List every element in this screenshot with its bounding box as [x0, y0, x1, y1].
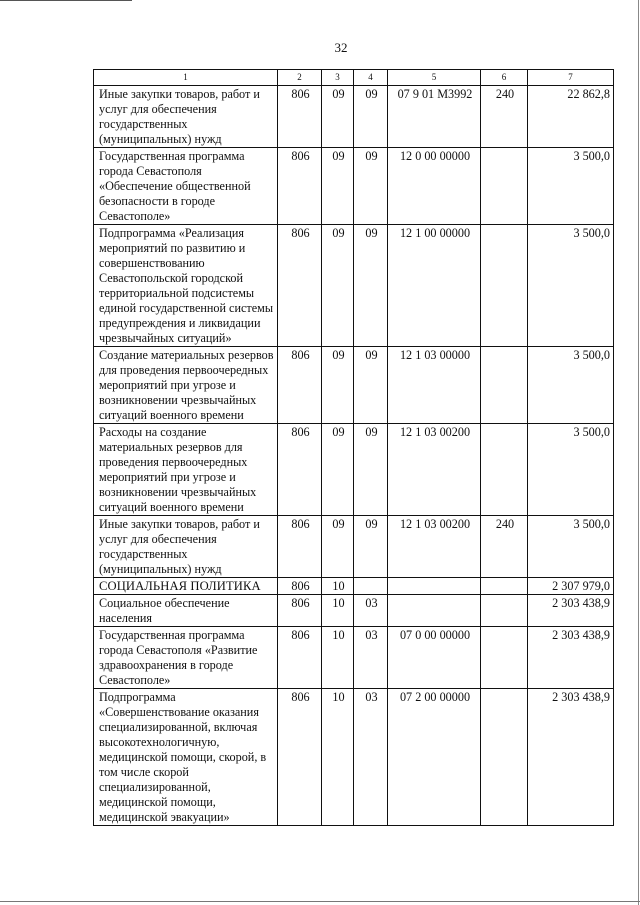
header-cell: 4	[354, 70, 388, 86]
row-ministry-code: 806	[278, 627, 322, 689]
row-ministry-code: 806	[278, 347, 322, 424]
scan-edge-top	[0, 0, 132, 1]
table-row	[94, 347, 614, 424]
table-row	[94, 627, 614, 689]
row-name: Подпрограмма «Реализация мероприятий по развитию и совершенствованию Севастопольской городской территориальной подсистемы единой государственной системы предупреждения и ликвидации чрезвычайных ситуаций»	[94, 225, 278, 347]
row-section-code: 09	[322, 148, 354, 225]
header-cell: 1	[94, 70, 278, 86]
row-name: Создание материальных резервов для проведения первоочередных мероприятий при угрозе и возникновении чрезвычайных ситуаций военного времени	[94, 347, 278, 424]
row-target-article: 12 1 03 00200	[388, 424, 481, 516]
row-ministry-code: 806	[278, 689, 322, 826]
row-name: Социальное обеспечение населения	[94, 595, 278, 627]
row-name: СОЦИАЛЬНАЯ ПОЛИТИКА	[94, 578, 278, 595]
row-amount: 2 307 979,0	[528, 578, 614, 595]
header-cell: 5	[388, 70, 481, 86]
row-target-article: 07 9 01 М3992	[388, 86, 481, 148]
row-name: Государственная программа города Севастополя «Обеспечение общественной безопасности в городе Севастополе»	[94, 148, 278, 225]
row-expense-type	[481, 225, 528, 347]
row-amount: 3 500,0	[528, 424, 614, 516]
header-row	[94, 70, 614, 86]
scan-edge-right	[638, 0, 639, 905]
row-name: Иные закупки товаров, работ и услуг для обеспечения государственных (муниципальных) нужд	[94, 516, 278, 578]
row-expense-type	[481, 148, 528, 225]
row-section-code: 09	[322, 347, 354, 424]
page-number: 32	[334, 40, 348, 55]
row-section-code: 09	[322, 516, 354, 578]
budget-table	[93, 69, 614, 826]
row-amount: 3 500,0	[528, 148, 614, 225]
row-section-code: 10	[322, 578, 354, 595]
row-section-code: 10	[322, 627, 354, 689]
row-expense-type	[481, 347, 528, 424]
row-ministry-code: 806	[278, 424, 322, 516]
row-target-article: 07 0 00 00000	[388, 627, 481, 689]
row-subsection-code	[354, 578, 388, 595]
table-row	[94, 595, 614, 627]
row-amount: 2 303 438,9	[528, 595, 614, 627]
row-expense-type	[481, 627, 528, 689]
row-ministry-code: 806	[278, 595, 322, 627]
row-amount: 3 500,0	[528, 225, 614, 347]
row-expense-type: 240	[481, 516, 528, 578]
row-target-article: 12 1 03 00200	[388, 516, 481, 578]
row-subsection-code: 09	[354, 347, 388, 424]
row-amount: 2 303 438,9	[528, 689, 614, 826]
row-expense-type: 240	[481, 86, 528, 148]
row-section-code: 09	[322, 225, 354, 347]
table-row	[94, 148, 614, 225]
row-ministry-code: 806	[278, 516, 322, 578]
table-row	[94, 225, 614, 347]
row-ministry-code: 806	[278, 225, 322, 347]
row-subsection-code: 09	[354, 424, 388, 516]
row-subsection-code: 03	[354, 627, 388, 689]
row-target-article	[388, 578, 481, 595]
row-expense-type	[481, 689, 528, 826]
header-cell: 2	[278, 70, 322, 86]
row-ministry-code: 806	[278, 86, 322, 148]
row-name: Подпрограмма «Совершенствование оказания специализированной, включая высокотехнологичную, медицинской помощи, скорой, в том числе скорой специализированной, медицинской помощи, медицинской эвакуации»	[94, 689, 278, 826]
row-amount: 3 500,0	[528, 516, 614, 578]
row-section-code: 10	[322, 595, 354, 627]
row-expense-type	[481, 424, 528, 516]
row-target-article: 07 2 00 00000	[388, 689, 481, 826]
row-subsection-code: 09	[354, 86, 388, 148]
row-subsection-code: 03	[354, 595, 388, 627]
row-ministry-code: 806	[278, 578, 322, 595]
row-subsection-code: 09	[354, 516, 388, 578]
row-expense-type	[481, 595, 528, 627]
table-row	[94, 516, 614, 578]
row-subsection-code: 09	[354, 225, 388, 347]
header-cell: 6	[481, 70, 528, 86]
row-name: Расходы на создание материальных резервов для проведения первоочередных мероприятий при угрозе и возникновении чрезвычайных ситуаций военного времени	[94, 424, 278, 516]
scan-edge-bottom	[0, 901, 640, 902]
table-row	[94, 689, 614, 826]
row-target-article: 12 1 03 00000	[388, 347, 481, 424]
row-amount: 3 500,0	[528, 347, 614, 424]
row-amount: 22 862,8	[528, 86, 614, 148]
row-name: Иные закупки товаров, работ и услуг для обеспечения государственных (муниципальных) нужд	[94, 86, 278, 148]
section-row	[94, 578, 614, 595]
row-expense-type	[481, 578, 528, 595]
row-target-article	[388, 595, 481, 627]
row-section-code: 09	[322, 424, 354, 516]
row-ministry-code: 806	[278, 148, 322, 225]
header-cell: 3	[322, 70, 354, 86]
row-section-code: 10	[322, 689, 354, 826]
header-cell: 7	[528, 70, 614, 86]
row-subsection-code: 09	[354, 148, 388, 225]
row-section-code: 09	[322, 86, 354, 148]
row-target-article: 12 1 00 00000	[388, 225, 481, 347]
row-subsection-code: 03	[354, 689, 388, 826]
row-amount: 2 303 438,9	[528, 627, 614, 689]
row-name: Государственная программа города Севастополя «Развитие здравоохранения в городе Севастополе»	[94, 627, 278, 689]
table-row	[94, 424, 614, 516]
row-target-article: 12 0 00 00000	[388, 148, 481, 225]
table-row	[94, 86, 614, 148]
